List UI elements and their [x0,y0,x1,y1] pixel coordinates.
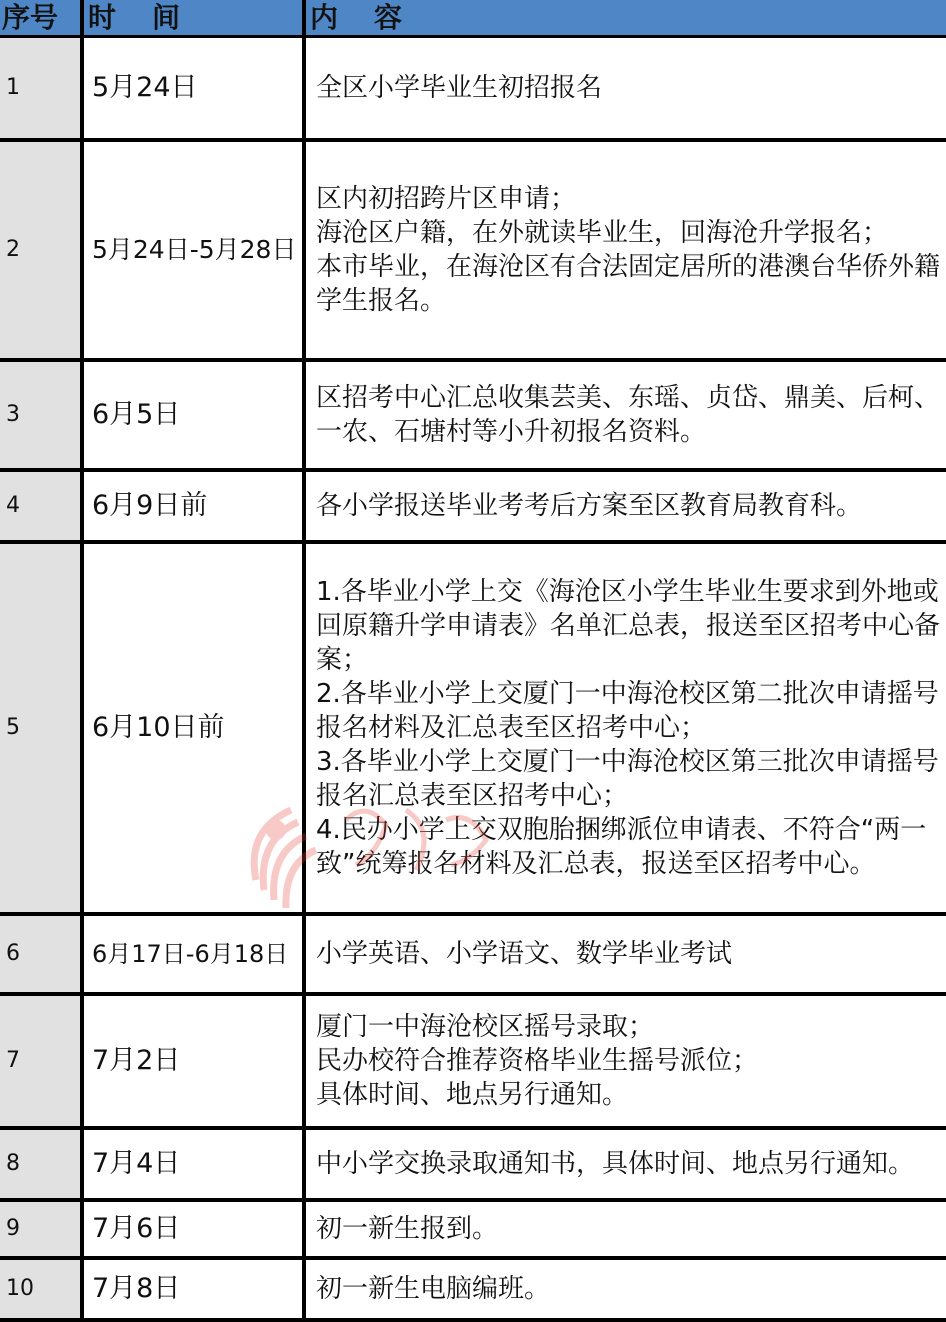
row-content [306,472,946,544]
table-row [0,1130,946,1202]
row-time: 5月24日 [84,38,306,142]
row-time: 6月9日前 [84,472,306,544]
row-no: 7 [0,996,84,1130]
row-no: 1 [0,38,84,142]
content-line: 4.民办小学上交双胞胎捆绑派位申请表、不符合“两一致”统筹报名材料及汇总表，报送至区招考中心。 [316,815,927,879]
content-line: 1.各毕业小学上交《海沧区小学生毕业生要求到外地或回原籍升学申请表》名单汇总表，报送至区招考中心备案； [316,577,941,675]
table-row [0,916,946,996]
content-line: 区招考中心汇总收集芸美、东瑶、贞岱、鼎美、后柯、一农、石塘村等小升初报名资料。 [316,383,941,447]
content-line: 区内初招跨片区申请； [316,184,577,214]
row-content [306,362,946,472]
header-content: 内容 [306,0,946,38]
row-content [306,996,946,1130]
table-row [0,1260,946,1322]
table-row [0,142,946,362]
row-time: 7月4日 [84,1130,306,1202]
row-content [306,142,946,362]
row-no: 6 [0,916,84,996]
content-line: 具体时间、地点另行通知。 [316,1080,629,1110]
table-row [0,544,946,916]
table-row [0,472,946,544]
table-row [0,1202,946,1260]
row-no: 3 [0,362,84,472]
header-no: 序号 [0,0,84,38]
row-content [306,544,946,916]
row-no: 9 [0,1202,84,1260]
table-row [0,38,946,142]
row-content [306,916,946,996]
row-content [306,1130,946,1202]
content-line: 初一新生电脑编班。 [316,1274,551,1304]
row-no: 4 [0,472,84,544]
row-no: 5 [0,544,84,916]
row-content [306,1260,946,1322]
content-line: 各小学报送毕业考考后方案至区教育局教育科。 [316,491,863,521]
row-content [306,38,946,142]
content-line: 小学英语、小学语文、数学毕业考试 [316,939,733,969]
content-line: 民办校符合推荐资格毕业生摇号派位； [316,1046,759,1076]
row-time: 7月2日 [84,996,306,1130]
row-time: 6月5日 [84,362,306,472]
content-line: 本市毕业，在海沧区有合法固定居所的港澳台华侨外籍学生报名。 [316,252,941,316]
row-no: 2 [0,142,84,362]
content-line: 2.各毕业小学上交厦门一中海沧校区第二批次申请摇号报名材料及汇总表至区招考中心； [316,679,939,743]
row-time: 7月6日 [84,1202,306,1260]
header-time: 时间 [84,0,306,38]
content-line: 初一新生报到。 [316,1214,499,1244]
table-header-row [0,0,946,38]
table-row [0,996,946,1130]
row-content [306,1202,946,1260]
content-line: 全区小学毕业生初招报名 [316,73,603,103]
row-no: 10 [0,1260,84,1322]
row-time: 7月8日 [84,1260,306,1322]
row-time: 6月17日-6月18日 [84,916,306,996]
content-line: 3.各毕业小学上交厦门一中海沧校区第三批次申请摇号报名汇总表至区招考中心； [316,747,939,811]
row-no: 8 [0,1130,84,1202]
content-line: 厦门一中海沧校区摇号录取； [316,1012,655,1042]
row-time: 5月24日-5月28日 [84,142,306,362]
content-line: 中小学交换录取通知书，具体时间、地点另行通知。 [316,1149,915,1179]
row-time: 6月10日前 [84,544,306,916]
content-line: 海沧区户籍，在外就读毕业生，回海沧升学报名； [316,218,889,248]
table-row [0,362,946,472]
